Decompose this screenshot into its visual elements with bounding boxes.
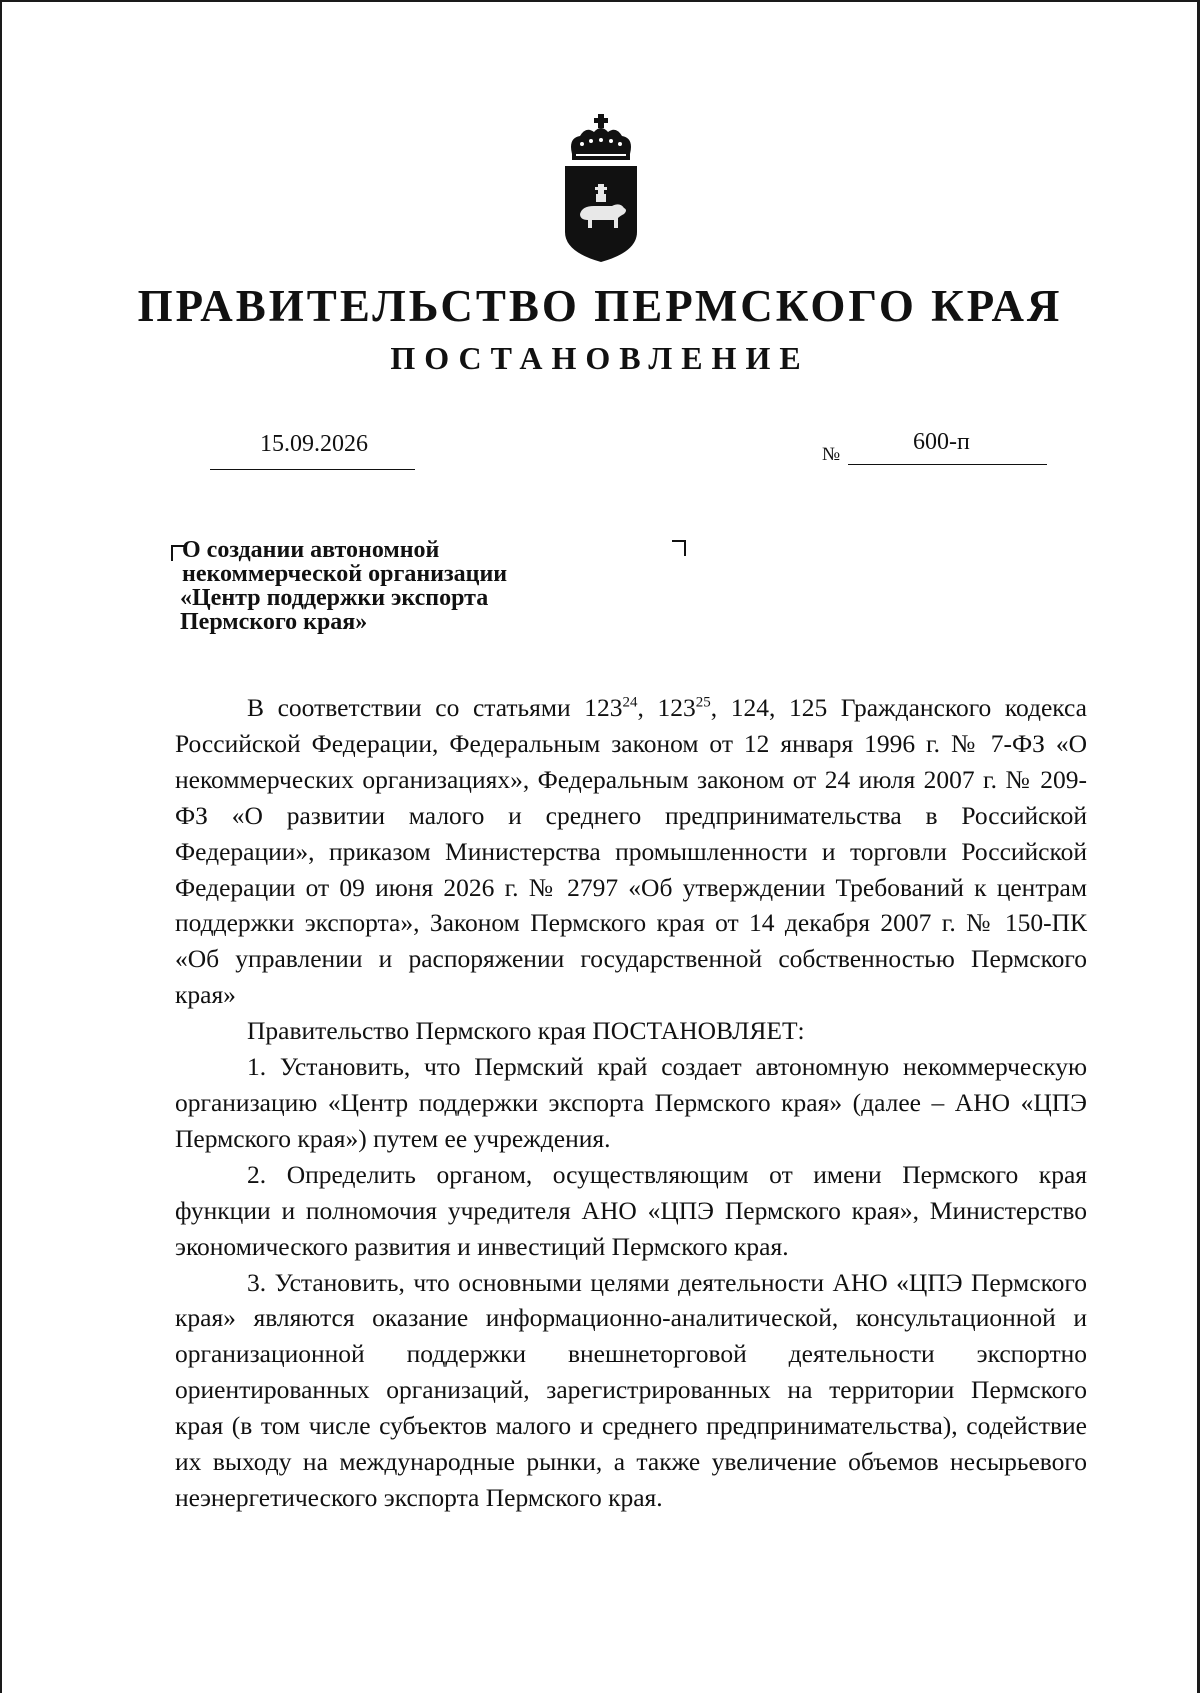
document-subject [180, 538, 640, 634]
government-title: ПРАВИТЕЛЬСТВО ПЕРМСКОГО КРАЯ [137, 281, 1063, 331]
scan-edge-left [0, 0, 2, 1693]
resolution-paragraph: Правительство Пермского края ПОСТАНОВЛЯЕТ: [247, 1016, 805, 1046]
scan-edge-top [0, 0, 1200, 2]
clause-3: 3. Установить, что основными целями деятельности АНО «ЦПЭ Пермского края» являются оказание информационно-аналитической, консультационной и организационной поддержки внешнеторговой деятельности экспортно ориентированных организаций, зарегистрированных на территории Пермского края (в том числе субъектов малого и среднего предпринимательства), содействие их выходу на международные рынки, а также увеличение объемов несырьевого неэнергетического экспорта Пермского края. [175, 1267, 1087, 1512]
article-superscript: 24 [622, 694, 638, 711]
number-sign: № [822, 444, 841, 465]
subject-line: «Центр поддержки экспорта [180, 585, 489, 611]
subject-line: некоммерческой организации [182, 561, 508, 587]
preamble-text: В соответствии со статьями 123 [247, 693, 623, 722]
document-number: 600-п [913, 429, 970, 455]
document-type: ПОСТАНОВЛЕНИЕ [390, 340, 810, 376]
subject-line: О создании автономной [182, 537, 440, 563]
subject-line: Пермского края» [180, 609, 368, 635]
preamble-text: , 124, 125 Гражданского кодекса Российской Федерации, Федеральным законом от 12 января 1996 г. № 7-ФЗ «О некоммерческих организациях», Федеральным законом от 24 июля 2007 г. № 209-ФЗ «О развитии малого и среднего предпринимательства в Российской Федерации», приказом Министерства промышленности и торговли Российской Федерации от 09 июня 2026 г. № 2797 «Об утверждении Требований к центрам поддержки экспорта», Законом Пермского края от 14 декабря 2007 г. № 150-ПК «Об управлении и распоряжении государственной собственностью Пермского края» [175, 693, 1088, 1010]
clause-1: 1. Установить, что Пермский край создает автономную некоммерческую организацию «Центр поддержки экспорта Пермского края» (далее – АНО «ЦПЭ Пермского края») путем ее учреждения. [175, 1052, 1087, 1153]
document-date: 15.09.2026 [260, 431, 368, 457]
preamble-paragraph [175, 690, 1087, 1013]
date-field [210, 425, 415, 470]
number-field [848, 425, 1047, 465]
article-superscript: 25 [695, 694, 711, 711]
preamble-text: , 123 [637, 693, 696, 722]
document-body [175, 690, 1087, 1516]
clause-2: 2. Определить органом, осуществляющим от имени Пермского края функции и полномочия учредителя АНО «ЦПЭ Пермского края», Министерство экономического развития и инвестиций Пермского края. [175, 1159, 1087, 1261]
perm-krai-coat-of-arms-icon [560, 114, 642, 264]
subject-bracket-right [672, 540, 686, 556]
